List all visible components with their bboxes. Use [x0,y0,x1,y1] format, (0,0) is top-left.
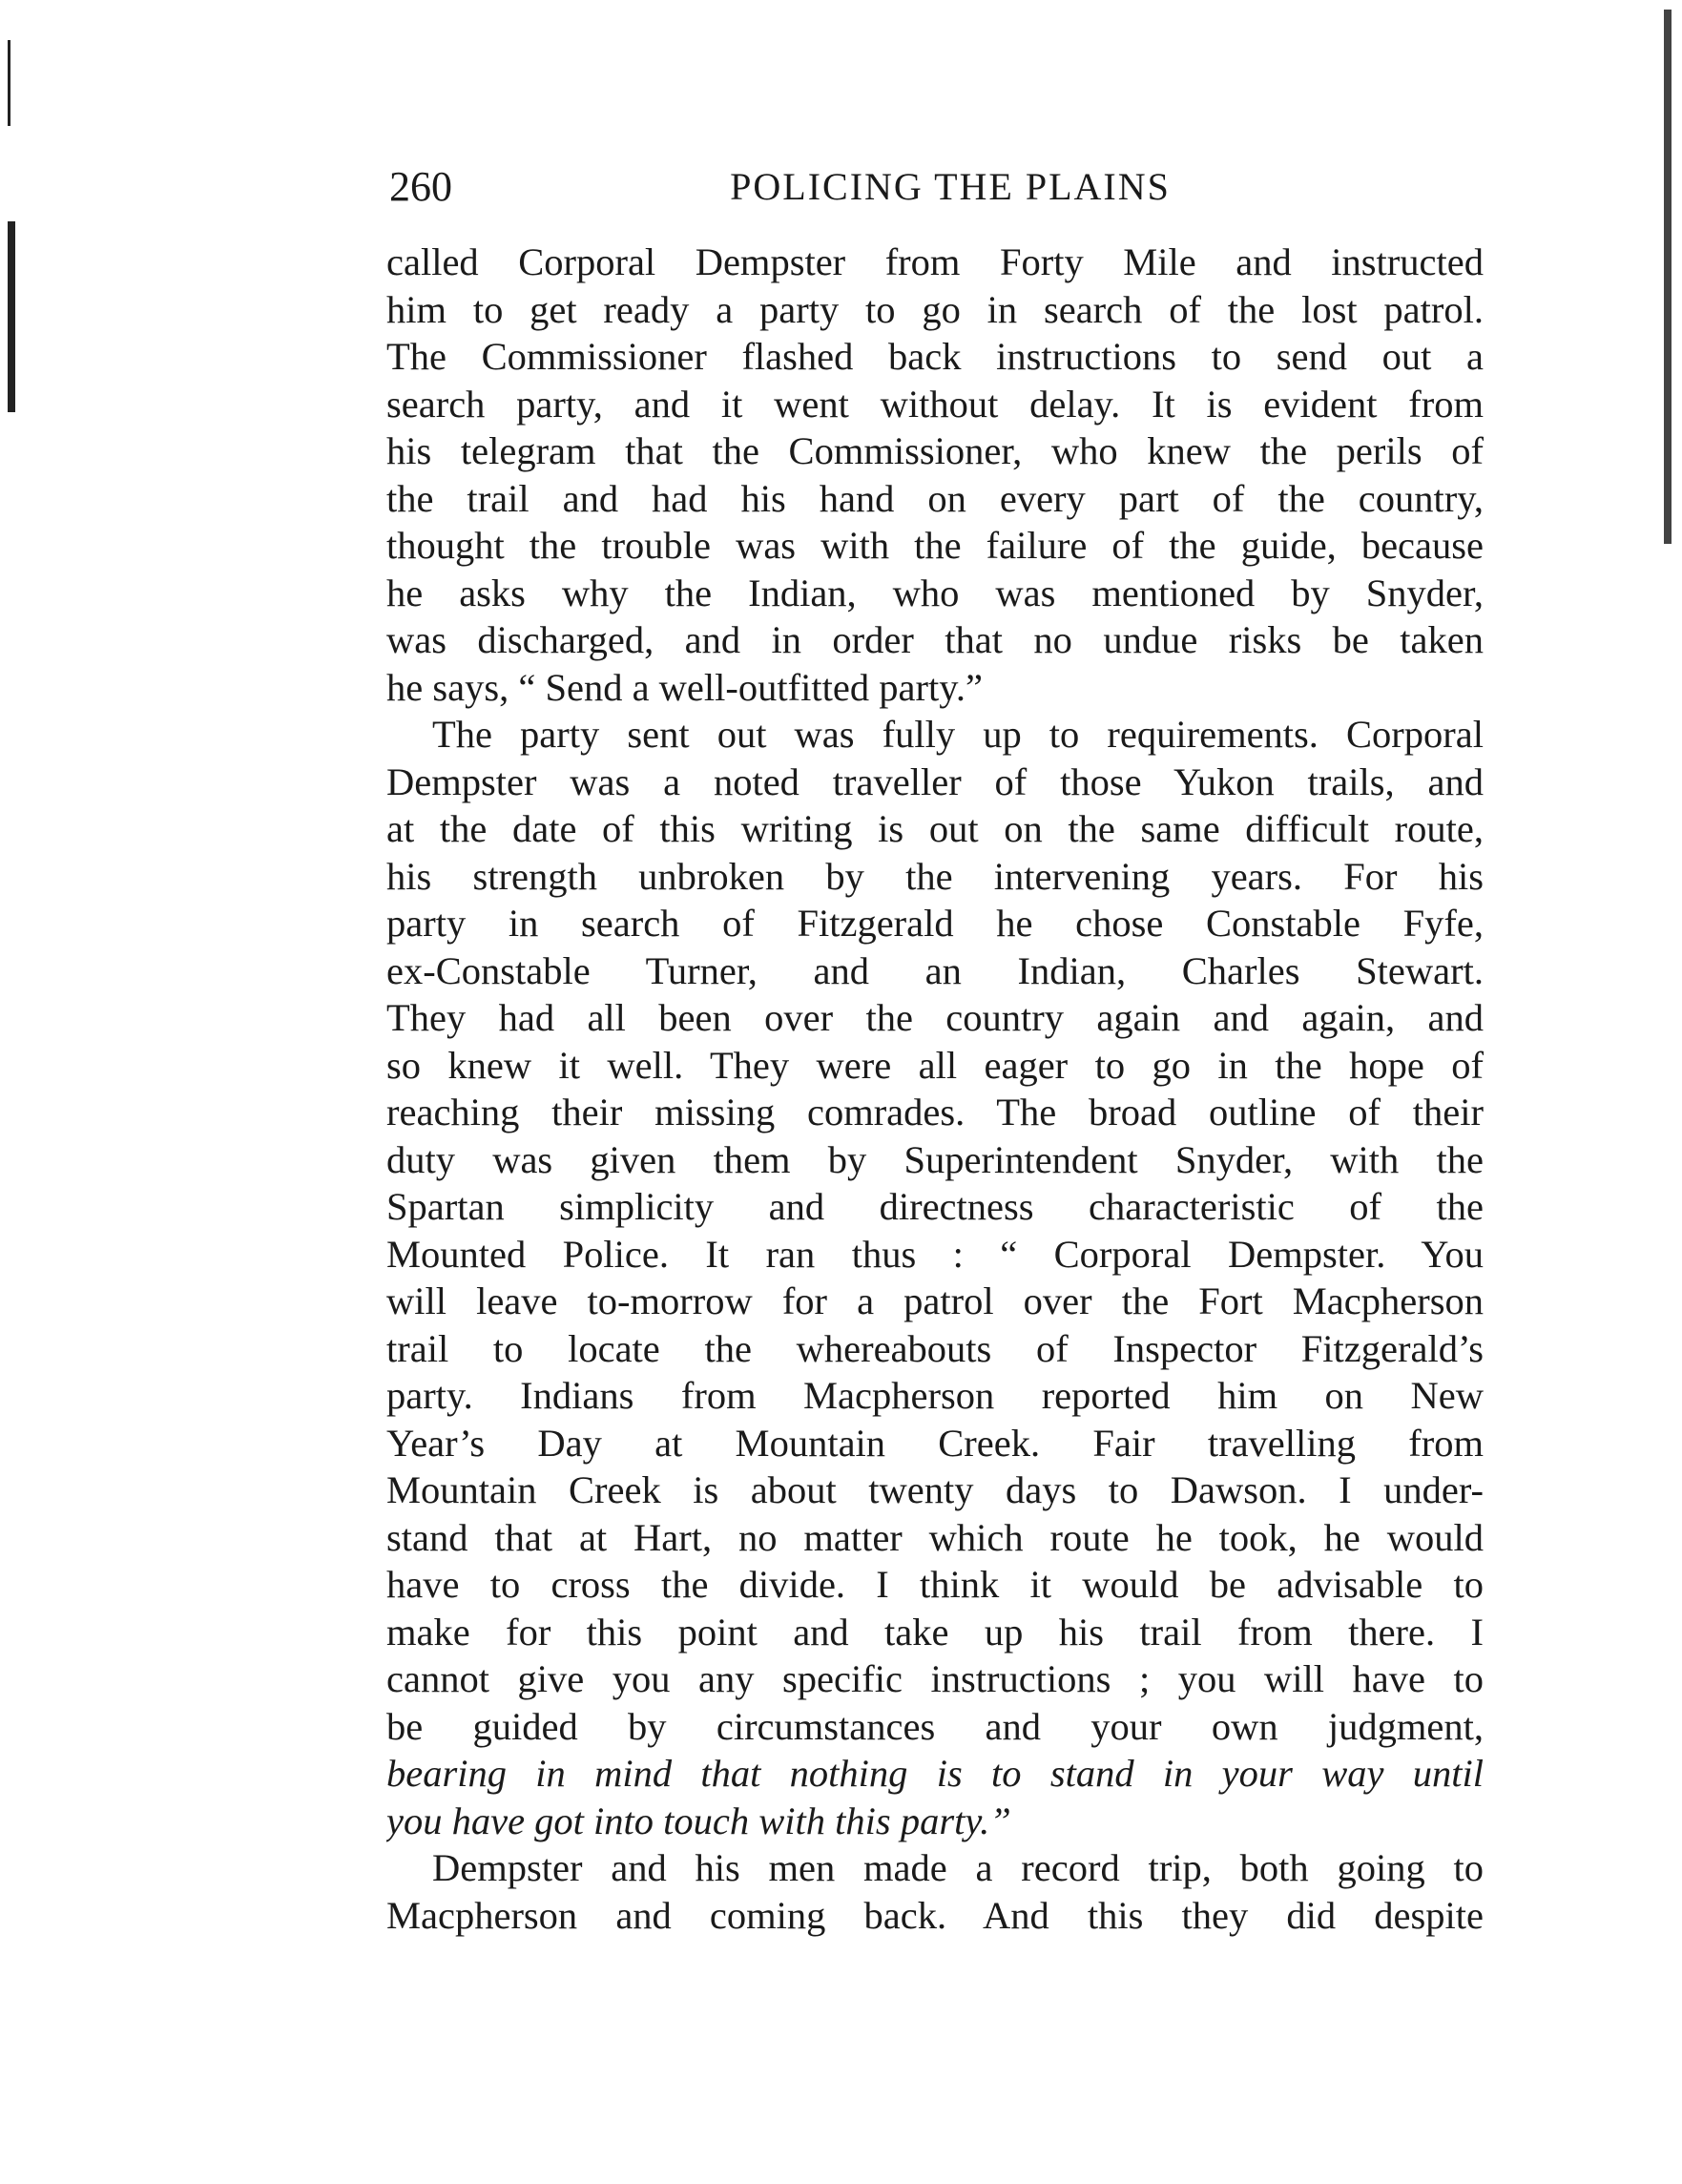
text-line: Dempster was a noted traveller of those Yukon trails, and [386,759,1484,803]
italic-text-line: you have got into touch with this party.” [386,1799,1011,1842]
text-line: party. Indians from Macpherson reported him on New [386,1374,1484,1417]
text-line: duty was given them by Superintendent Snyder, with the [386,1137,1484,1181]
text-line: the trail and had his hand on every part of the country, [386,476,1484,520]
page-number: 260 [389,163,452,210]
page-header [389,158,1483,216]
text-line: so knew it well. They were all eager to go in the hope of [386,1043,1484,1087]
paragraph-3 [386,1844,1484,1939]
text-line: party in search of Fitzgerald he chose Constable Fyfe, [386,902,1484,945]
text-line: be guided by circumstances and your own judgment, [386,1704,1484,1748]
scan-edge-mark-left-top [8,40,10,126]
text-line: Mountain Creek is about twenty days to Dawson. I under- [386,1468,1484,1511]
italic-text-line: bearing in mind that nothing is to stand in your way until [386,1752,1484,1795]
text-line: was discharged, and in order that no undue risks be taken [386,618,1484,661]
text-line: The party sent out was fully up to requirements. Corporal [432,713,1484,756]
paragraph-1 [386,239,1484,711]
text-line: have to cross the divide. I think it would be advisable to [386,1563,1484,1606]
text-line: stand that at Hart, no matter which route he took, he would [386,1515,1484,1559]
text-line: Macpherson and coming back. And this they did despite [386,1893,1484,1937]
body-text [386,239,1484,1939]
text-line: Mounted Police. It ran thus : “ Corporal Dempster. You [386,1232,1484,1276]
text-line: cannot give you any specific instructions ; you will have to [386,1657,1484,1700]
running-head: POLICING THE PLAINS [730,165,1171,208]
text-line: he says, “ Send a well-outfitted party.” [386,665,983,709]
text-line: his telegram that the Commissioner, who knew the perils of [386,429,1484,472]
text-line: will leave to-morrow for a patrol over the Fort Macpherson [386,1279,1484,1322]
text-line: Year’s Day at Mountain Creek. Fair travelling from [386,1421,1484,1465]
scan-edge-mark-right [1664,10,1672,544]
text-line: The Commissioner flashed back instructions to send out a [386,335,1484,378]
text-line: he asks why the Indian, who was mentioned by Snyder, [386,571,1484,614]
text-line: thought the trouble was with the failure of the guide, because [386,524,1484,567]
paragraph-2 [386,711,1484,1844]
text-line: at the date of this writing is out on the same difficult route, [386,807,1484,850]
text-line: They had all been over the country again and again, and [386,996,1484,1039]
text-line: Spartan simplicity and directness characteristic of the [386,1185,1484,1228]
text-line: him to get ready a party to go in search of the lost patrol. [386,287,1484,331]
text-line: reaching their missing comrades. The broad outline of their [386,1091,1484,1134]
text-line: ex-Constable Turner, and an Indian, Charles Stewart. [386,948,1484,992]
text-line: called Corporal Dempster from Forty Mile and instructed [386,240,1484,283]
text-line: make for this point and take up his trail from there. I [386,1610,1484,1654]
scan-edge-mark-left [8,221,15,412]
text-line: trail to locate the whereabouts of Inspector Fitzgerald’s [386,1326,1484,1370]
text-line: his strength unbroken by the intervening years. For his [386,854,1484,898]
text-line: Dempster and his men made a record trip, both going to [432,1846,1484,1889]
text-line: search party, and it went without delay. It is evident from [386,382,1484,426]
